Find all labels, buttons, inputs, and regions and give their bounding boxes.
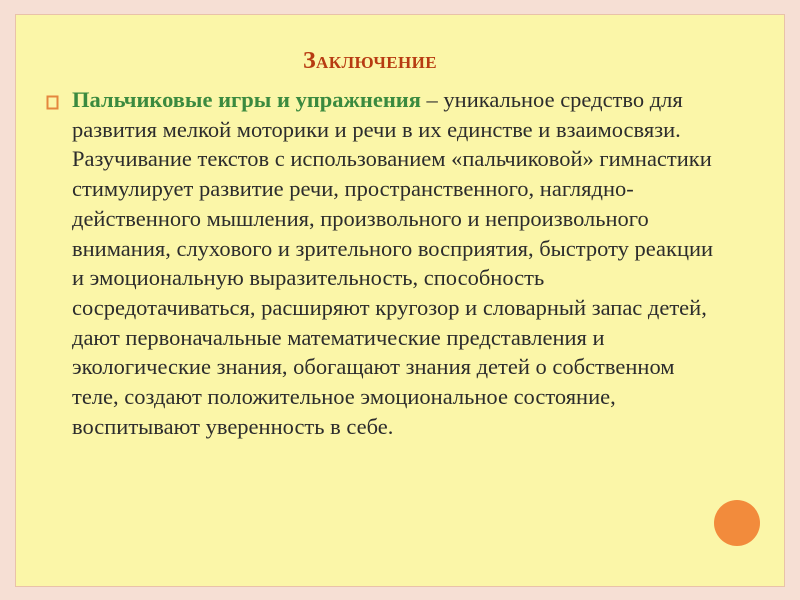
orange-accent-dot [714, 500, 760, 546]
bullet-body-text: – уникальное средство для развития мелкой моторики и речи в их единстве и взаимосвязи. Разучивание текстов с использованием «пальчиковой» гимнастики стимулирует развитие речи, пространственного, наглядно-действенного мышления, произвольного и непроизвольного внимания, слухового и зрительного восприятия, быстроту реакции и эмоциональную выразительность, способность сосредотачиваться, расширяют кругозор и словарный запас детей, дают первоначальные математические представления и экологические знания, обогащают знания детей о собственном теле, создают положительное эмоциональное состояние, воспитывают уверенность в себе. [72, 87, 714, 439]
bullet-lead-text: Пальчиковые игры и упражнения [72, 87, 421, 112]
bullet-text [72, 85, 726, 441]
slide-title: Заключение [302, 48, 438, 74]
hollow-square-bullet-icon [46, 95, 60, 111]
